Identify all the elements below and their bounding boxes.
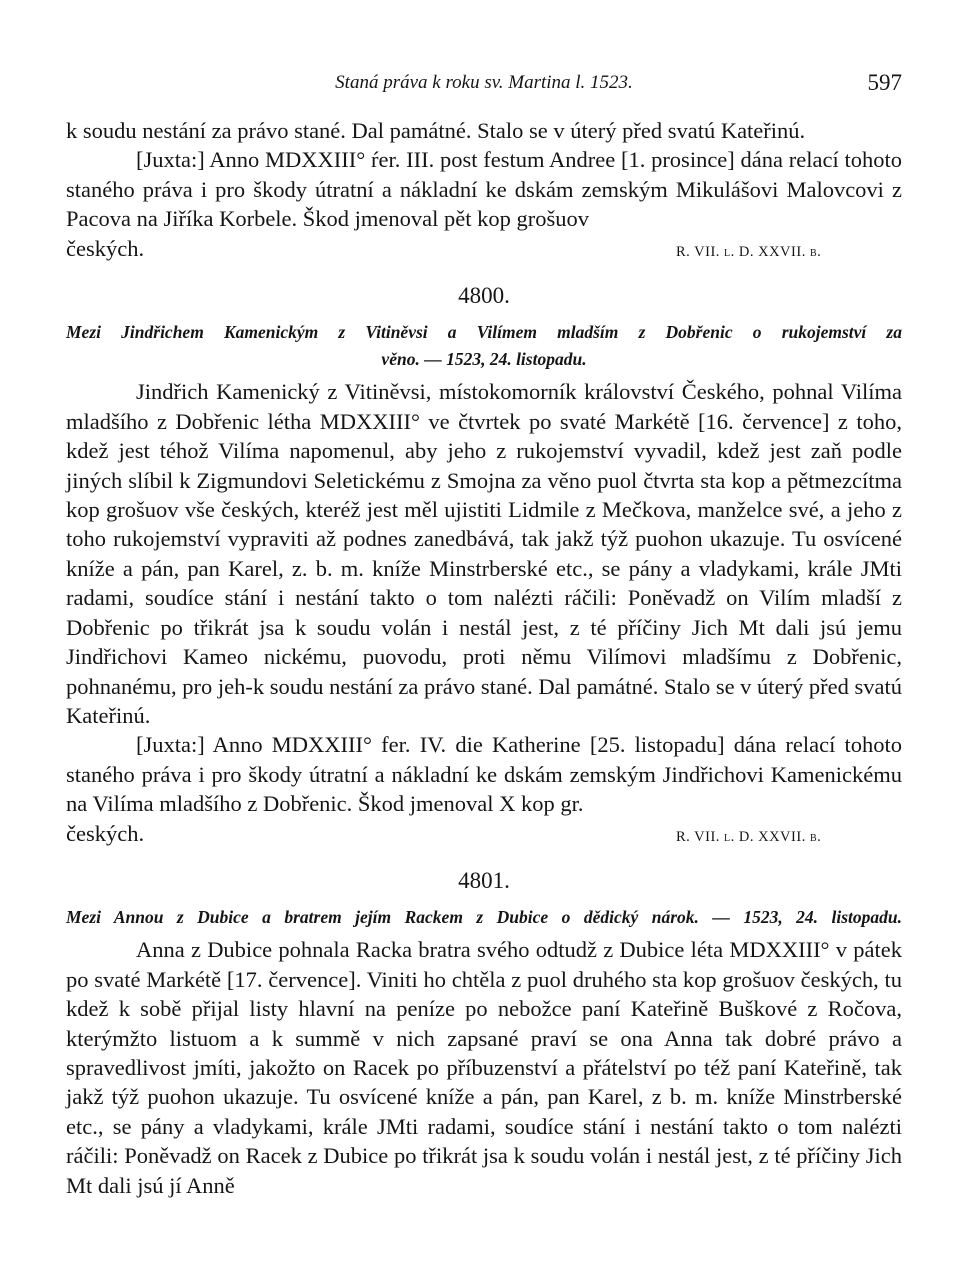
entry-4800-paragraph-1: Jindřich Kamenický z Vitiněvsi, místokomorník království Českého, pohnal Vilíma mladšího z Dobřenic létha MDXXIII° ve čtvrtek po svaté Markétě [16. července] z toho, kdež jest téhož Vilíma napomenul, aby jeho z rukojemství vyvadil, kdež jest zaň podle jiných slíbil k Zigmundovi Seletickému z Smojna za věno puol čtvrta sta kop a pětmezcítma kop grošuov vše českých, kteréž jest měl ujistiti Lidmile z Mečkova, manželce své, a jeho z toho rukojemství vypraviti až podnes zanedbává, tak jakž týž puohon ukazuje. Tu osvícené kníže a pán, pan Karel, z. b. m. kníže Minstrberské etc., se pány a vladykami, krále JMti radami, soudíce stání i nestání takto o tom nalézti ráčili: Poněvadž on Vilím mladší z Dobřenic po třikrát jsa k soudu volán i nestál jest, z té příčiny Jich Mt dali jsú jemu Jindřichovi Kameo nickému, puovodu, proti němu Vilímovi mladšímu z Dobřenic, pohnanému, pro jeh-k soudu nestání za právo stané. Dal památné. Stalo se v úterý před svatú Kateřinú. — [66, 379, 903, 728]
entry-4801-number: 4801. — [458, 867, 510, 893]
intro-closing-line — [66, 234, 902, 263]
entry-4800-title — [66, 319, 902, 373]
entry-4800-paragraph-2: [Juxta:] Anno MDXXIII° fer. IV. die Katherine [25. listopadu] dána relací tohoto staného práva i pro škody útratní a nákladní ke dskám zemským Jindřichovi Kamenickému na Vilíma mladšího z Dobřenic. Škod jmenoval X kop gr. — [66, 732, 902, 817]
page-header — [66, 62, 902, 102]
entry-4800-reference: R. VII. l. D. XXVII. b. — [676, 828, 822, 845]
intro-paragraph-2-text: [Juxta:] Anno MDXXIII° ŕer. III. post festum Andree [1. prosince] dána relací tohoto staného práva i pro škody útratní a nákladní ke dskám zemským Mikulášovi Malovcovi z Pacova na Jiříka Korbele. Škod jmenoval pět kop grošuov — [66, 147, 902, 232]
entry-4800-paragraph-2-end: českých. — [66, 820, 145, 846]
page-body — [66, 116, 902, 1200]
entry-4801-paragraph-1: Anna z Dubice pohnala Racka bratra svého odtudž z Dubice léta MDXXIII° v pátek po svaté Markétě [17. července]. Viniti ho chtěla z puol druhého sta kop grošuov českých, tu kdež k sobě přijal listy hlavní na peníze po nebožce paní Kateřině Buškové z Ročova, kterýmžto listuom a k summě v nich zapsané praví se ona Anna tak dobré právo a spravedlivost jmíti, jakožto on Racek po příbuzenství a přátelství po též paní Kateřině, tak jakž týž puohon ukazuje. Tu osvícené kníže a pán, pan Karel, z b. m. kníže Minstrberské etc., se pány a vladykami, krále JMti radami, soudíce stání i nestání takto o tom nalézti ráčili: Poněvadž on Racek z Dubice po třikrát jsa k soudu volán i nestál jest, z té příčiny Jich Mt dali jsú jí Anně — [66, 937, 902, 1198]
entry-4800-closing-line — [66, 819, 902, 848]
running-title: Staná práva k roku sv. Martina l. 1523. — [335, 72, 633, 93]
entry-4800-number: 4800. — [458, 283, 510, 309]
entry-4800-title-line-2: věno. — 1523, 24. listopadu. — [381, 349, 587, 370]
intro-paragraph-1: k soudu nestání za právo stané. Dal památné. Stalo se v úterý před svatú Kateřinú. — [66, 118, 806, 143]
entry-4801-title: Mezi Annou z Dubice a bratrem jejím Rackem z Dubice o dědický nárok. — 1523, 24. listopadu. — [66, 907, 902, 928]
page-number: 597 — [867, 70, 902, 95]
intro-paragraph-2 — [66, 145, 902, 233]
intro-paragraph-2-end: českých. — [66, 235, 145, 261]
entry-4800-title-line-1: Mezi Jindřichem Kamenickým z Vitiněvsi a Vilímem mladším z Dobřenic o rukojemství za — [66, 322, 902, 343]
intro-reference: R. VII. l. D. XXVII. b. — [676, 243, 822, 260]
